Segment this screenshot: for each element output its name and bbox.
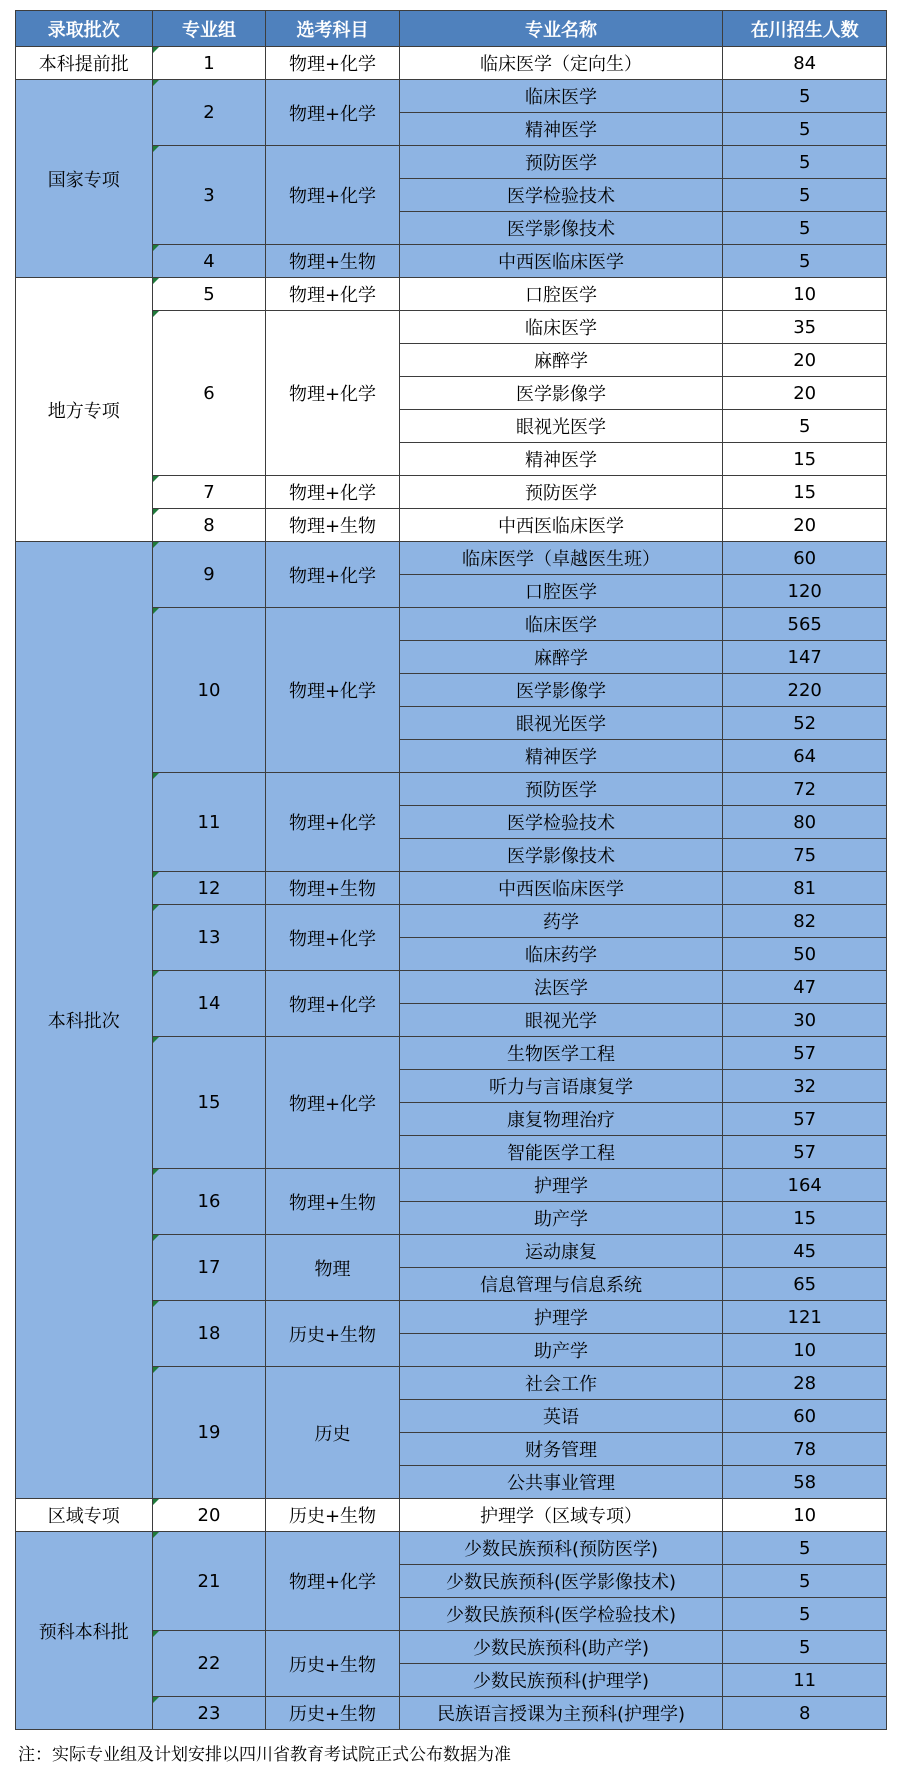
major-name-cell: 护理学（区域专项） [399,1499,723,1532]
major-name-cell: 精神医学 [399,740,723,773]
major-name-cell: 眼视光医学 [399,707,723,740]
enrollment-count-cell: 30 [723,1004,887,1037]
enrollment-count-cell: 565 [723,608,887,641]
major-name-cell: 智能医学工程 [399,1136,723,1169]
enrollment-count-cell: 15 [723,476,887,509]
subjects-cell: 物理+生物 [266,245,399,278]
footnote: 注：实际专业组及计划安排以四川省教育考试院正式公布数据为准 [18,1745,511,1765]
major-name-cell: 临床医学 [399,608,723,641]
enrollment-plan-table [15,10,887,1730]
header-batch: 录取批次 [16,11,153,47]
batch-cell: 本科批次 [16,542,153,1499]
subjects-cell: 历史 [266,1367,399,1499]
enrollment-count-cell: 72 [723,773,887,806]
enrollment-count-cell: 45 [723,1235,887,1268]
enrollment-count-cell: 121 [723,1301,887,1334]
enrollment-count-cell: 5 [723,80,887,113]
major-name-cell: 护理学 [399,1301,723,1334]
major-name-cell: 口腔医学 [399,278,723,311]
major-name-cell: 临床医学（定向生） [399,47,723,80]
major-name-cell: 生物医学工程 [399,1037,723,1070]
subjects-cell: 物理+生物 [266,1169,399,1235]
major-name-cell: 预防医学 [399,476,723,509]
subjects-cell: 物理+化学 [266,905,399,971]
table-row [16,1532,887,1565]
enrollment-count-cell: 57 [723,1136,887,1169]
enrollment-count-cell: 57 [723,1037,887,1070]
subjects-cell: 物理+化学 [266,47,399,80]
major-name-cell: 运动康复 [399,1235,723,1268]
subjects-cell: 历史+生物 [266,1301,399,1367]
enrollment-count-cell: 75 [723,839,887,872]
enrollment-count-cell: 52 [723,707,887,740]
enrollment-count-cell: 10 [723,1499,887,1532]
major-name-cell: 少数民族预科(预防医学) [399,1532,723,1565]
subjects-cell: 物理+化学 [266,542,399,608]
major-name-cell: 护理学 [399,1169,723,1202]
major-name-cell: 眼视光医学 [399,410,723,443]
major-name-cell: 公共事业管理 [399,1466,723,1499]
major-name-cell: 中西医临床医学 [399,872,723,905]
header-count: 在川招生人数 [723,11,887,47]
group-number-cell: 16 [152,1169,266,1235]
enrollment-count-cell: 57 [723,1103,887,1136]
major-name-cell: 医学检验技术 [399,179,723,212]
group-number-cell: 15 [152,1037,266,1169]
group-number-cell: 4 [152,245,266,278]
major-name-cell: 康复物理治疗 [399,1103,723,1136]
major-name-cell: 少数民族预科(医学检验技术) [399,1598,723,1631]
header-subjects: 选考科目 [266,11,399,47]
group-number-cell: 11 [152,773,266,872]
group-number-cell: 18 [152,1301,266,1367]
major-name-cell: 临床医学 [399,80,723,113]
enrollment-count-cell: 220 [723,674,887,707]
major-name-cell: 英语 [399,1400,723,1433]
major-name-cell: 预防医学 [399,146,723,179]
major-name-cell: 精神医学 [399,113,723,146]
table-header-row [16,11,887,47]
subjects-cell: 物理+化学 [266,971,399,1037]
enrollment-count-cell: 80 [723,806,887,839]
subjects-cell: 物理+生物 [266,509,399,542]
enrollment-count-cell: 5 [723,1598,887,1631]
enrollment-count-cell: 5 [723,146,887,179]
major-name-cell: 信息管理与信息系统 [399,1268,723,1301]
enrollment-count-cell: 20 [723,344,887,377]
batch-cell: 国家专项 [16,80,153,278]
table-row [16,47,887,80]
major-name-cell: 助产学 [399,1334,723,1367]
major-name-cell: 少数民族预科(助产学) [399,1631,723,1664]
subjects-cell: 物理+化学 [266,608,399,773]
enrollment-count-cell: 64 [723,740,887,773]
group-number-cell: 23 [152,1697,266,1730]
group-number-cell: 8 [152,509,266,542]
group-number-cell: 2 [152,80,266,146]
subjects-cell: 物理+化学 [266,773,399,872]
subjects-cell: 物理+化学 [266,1037,399,1169]
major-name-cell: 临床医学 [399,311,723,344]
major-name-cell: 药学 [399,905,723,938]
enrollment-count-cell: 15 [723,443,887,476]
group-number-cell: 20 [152,1499,266,1532]
table-row [16,80,887,113]
enrollment-count-cell: 5 [723,1565,887,1598]
enrollment-count-cell: 147 [723,641,887,674]
subjects-cell: 物理+生物 [266,872,399,905]
table-row [16,542,887,575]
batch-cell: 本科提前批 [16,47,153,80]
batch-cell: 区域专项 [16,1499,153,1532]
major-name-cell: 医学检验技术 [399,806,723,839]
group-number-cell: 9 [152,542,266,608]
major-name-cell: 眼视光学 [399,1004,723,1037]
subjects-cell: 物理+化学 [266,1532,399,1631]
group-number-cell: 7 [152,476,266,509]
enrollment-count-cell: 47 [723,971,887,1004]
batch-cell: 地方专项 [16,278,153,542]
enrollment-count-cell: 20 [723,509,887,542]
group-number-cell: 19 [152,1367,266,1499]
major-name-cell: 少数民族预科(医学影像技术) [399,1565,723,1598]
group-number-cell: 22 [152,1631,266,1697]
enrollment-count-cell: 120 [723,575,887,608]
enrollment-count-cell: 5 [723,245,887,278]
enrollment-count-cell: 58 [723,1466,887,1499]
group-number-cell: 17 [152,1235,266,1301]
table-row [16,278,887,311]
major-name-cell: 医学影像学 [399,377,723,410]
enrollment-count-cell: 32 [723,1070,887,1103]
header-group: 专业组 [152,11,266,47]
enrollment-count-cell: 10 [723,278,887,311]
major-name-cell: 医学影像技术 [399,212,723,245]
enrollment-count-cell: 5 [723,410,887,443]
group-number-cell: 6 [152,311,266,476]
major-name-cell: 医学影像学 [399,674,723,707]
subjects-cell: 物理+化学 [266,146,399,245]
major-name-cell: 助产学 [399,1202,723,1235]
enrollment-count-cell: 35 [723,311,887,344]
major-name-cell: 预防医学 [399,773,723,806]
major-name-cell: 精神医学 [399,443,723,476]
group-number-cell: 5 [152,278,266,311]
table-row [16,1499,887,1532]
enrollment-count-cell: 60 [723,1400,887,1433]
enrollment-count-cell: 28 [723,1367,887,1400]
group-number-cell: 14 [152,971,266,1037]
major-name-cell: 麻醉学 [399,344,723,377]
enrollment-count-cell: 5 [723,212,887,245]
major-name-cell: 中西医临床医学 [399,509,723,542]
subjects-cell: 历史+生物 [266,1697,399,1730]
enrollment-count-cell: 8 [723,1697,887,1730]
group-number-cell: 10 [152,608,266,773]
major-name-cell: 社会工作 [399,1367,723,1400]
enrollment-count-cell: 81 [723,872,887,905]
major-name-cell: 中西医临床医学 [399,245,723,278]
enrollment-count-cell: 5 [723,1532,887,1565]
group-number-cell: 3 [152,146,266,245]
major-name-cell: 口腔医学 [399,575,723,608]
enrollment-count-cell: 78 [723,1433,887,1466]
group-number-cell: 1 [152,47,266,80]
enrollment-count-cell: 10 [723,1334,887,1367]
batch-cell: 预科本科批 [16,1532,153,1730]
group-number-cell: 12 [152,872,266,905]
enrollment-count-cell: 5 [723,1631,887,1664]
header-major: 专业名称 [399,11,723,47]
major-name-cell: 法医学 [399,971,723,1004]
enrollment-count-cell: 5 [723,179,887,212]
enrollment-count-cell: 5 [723,113,887,146]
enrollment-count-cell: 84 [723,47,887,80]
table-body [16,47,887,1730]
enrollment-count-cell: 50 [723,938,887,971]
subjects-cell: 物理+化学 [266,80,399,146]
major-name-cell: 医学影像技术 [399,839,723,872]
major-name-cell: 临床医学（卓越医生班） [399,542,723,575]
subjects-cell: 历史+生物 [266,1499,399,1532]
enrollment-count-cell: 60 [723,542,887,575]
major-name-cell: 财务管理 [399,1433,723,1466]
enrollment-count-cell: 15 [723,1202,887,1235]
enrollment-count-cell: 65 [723,1268,887,1301]
subjects-cell: 物理+化学 [266,278,399,311]
subjects-cell: 物理 [266,1235,399,1301]
enrollment-count-cell: 11 [723,1664,887,1697]
major-name-cell: 听力与言语康复学 [399,1070,723,1103]
subjects-cell: 历史+生物 [266,1631,399,1697]
major-name-cell: 民族语言授课为主预科(护理学) [399,1697,723,1730]
group-number-cell: 21 [152,1532,266,1631]
subjects-cell: 物理+化学 [266,311,399,476]
major-name-cell: 麻醉学 [399,641,723,674]
enrollment-count-cell: 82 [723,905,887,938]
major-name-cell: 少数民族预科(护理学) [399,1664,723,1697]
group-number-cell: 13 [152,905,266,971]
subjects-cell: 物理+化学 [266,476,399,509]
enrollment-count-cell: 164 [723,1169,887,1202]
enrollment-count-cell: 20 [723,377,887,410]
major-name-cell: 临床药学 [399,938,723,971]
